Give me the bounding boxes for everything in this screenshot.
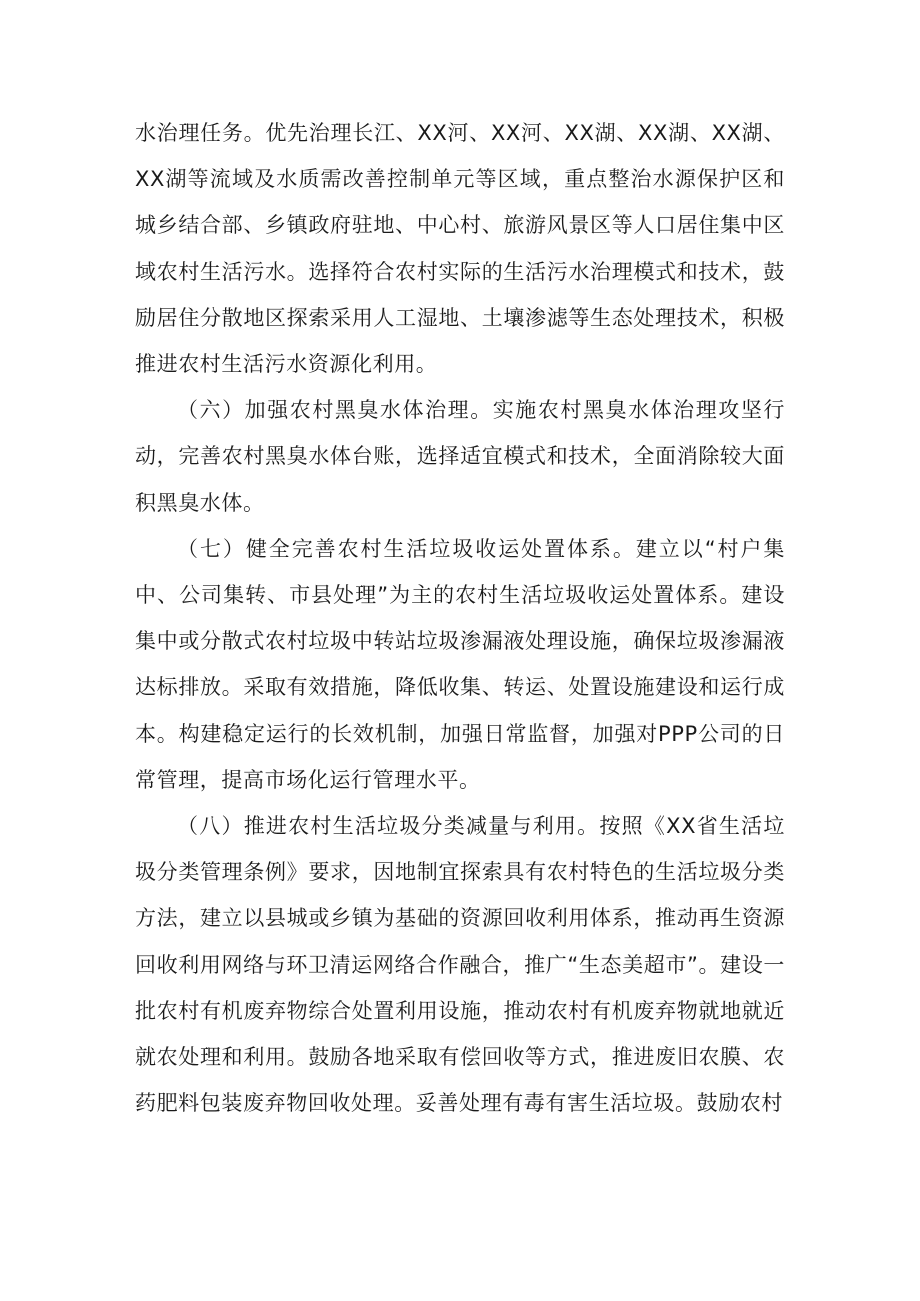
document-body: [135, 110, 785, 1126]
paragraph-black-odorous-water: （六）加强农村黑臭水体治理。实施农村黑臭水体治理攻坚行动，完善农村黑臭水体台账，选择适宜模式和技术，全面消除较大面积黑臭水体。: [135, 398, 785, 515]
paragraph-garbage-collection: （七）健全完善农村生活垃圾收运处置体系。建立以“村户集中、公司集转、市县处理”为主的农村生活垃圾收运处置体系。建设集中或分散式农村垃圾中转站垃圾渗漏液处理设施，确保垃圾渗漏液达标排放。采取有效措施，降低收集、转运、处置设施建设和运行成本。构建稳定运行的长效机制，加强日常监督，加强对PPP公司的日常管理，提高市场化运行管理水平。: [135, 536, 785, 792]
paragraph-garbage-sorting: （八）推进农村生活垃圾分类减量与利用。按照《XX省生活垃圾分类管理条例》要求，因地制宜探索具有农村特色的生活垃圾分类方法，建立以县城或乡镇为基础的资源回收利用体系，推动再生资源回收利用网络与环卫清运网络合作融合，推广“生态美超市”。建设一批农村有机废弃物综合处置利用设施，推动农村有机废弃物就地就近就农处理和利用。鼓励各地采取有偿回收等方式，推进废旧农膜、农药肥料包装废弃物回收处理。妥善处理有毒有害生活垃圾。鼓励农村: [135, 814, 785, 1116]
paragraph-continuation: 水治理任务。优先治理长江、XX河、XX河、XX湖、XX湖、XX湖、XX湖等流域及水质需改善控制单元等区域，重点整治水源保护区和城乡结合部、乡镇政府驻地、中心村、旅游风景区等人口居住集中区域农村生活污水。选择符合农村实际的生活污水治理模式和技术，鼓励居住分散地区探索采用人工湿地、土壤渗滤等生态处理技术，积极推进农村生活污水资源化利用。: [135, 121, 785, 377]
